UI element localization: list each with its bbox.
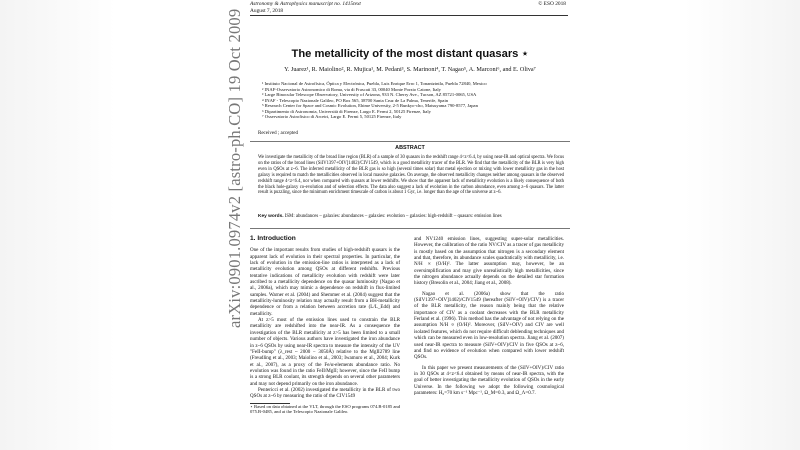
abstract-divider-bottom (250, 228, 570, 229)
paragraph: and NV1240 emission lines, suggesting super-solar metallicities. However, the calibration of the ratio NV/CIV as a tracer of gas metallicity is mostly based on the assumption that nitrogen is a secondary element and that, therefore, its abundance scales quadratically with metallicity, i.e. N/H ∝ (O/H)². The latter assumption may, however, be an oversimplification and may give unrealistically high metallicities, since the nitrogen abundance actually depends on the detailed star formation history (Bresolin et al., 2004; Jiang et al., 2008). (414, 236, 564, 287)
received-line: Received ; accepted (258, 131, 298, 136)
affiliation: ⁶ Dipartimento di Astronomia, Università di Firenze, Largo E. Fermi 2, 50125 Firenze, Italy (262, 108, 431, 114)
keywords-label: Key words. (258, 214, 284, 219)
affiliation: ² INAF-Osservatorio Astronomico di Roma, via di Frascati 33, 00040 Monte Porzio Catone, Italy (262, 86, 441, 92)
left-column (250, 236, 400, 415)
paragraph: In this paper we present measurements of the (SiIV+OIV)/CIV ratio in 30 QSOs at 4<z<6.4 obtained by means of near-IR spectra, with the goal of better investigating the metallicity evolution of QSOs in the early Universe. In the following we adopt the following cosmological parameters: H₀=70 km s⁻¹ Mpc⁻¹, Ω_M=0.3, and Ω_Λ=0.7. (414, 364, 564, 396)
arxiv-stamp: arXiv:0901.0974v2 [astro-ph.CO] 19 Oct 2009 (225, 8, 244, 328)
abstract-divider-top (250, 141, 570, 142)
abstract-heading: ABSTRACT (395, 145, 425, 151)
left-gutter (0, 0, 165, 450)
header-divider (250, 15, 568, 16)
copyright-notice: © ESO 2018 (538, 1, 566, 7)
affiliation-list (262, 81, 487, 120)
paragraph: One of the important results from studies of high-redshift quasars is the apparent lack of evolution in their spectral properties. In particular, the lack of evolution in the emission-line ratios is interpreted as a lack of metallicity evolution among QSOs at different redshifts. Previous tentative indications of metallicity evolution with redshift were later ascribed to a metallicity dependence on the quasar luminosity (Nagao et al., 2006a), which may mimic a dependence on redshift in flux-limited samples. Warner et al. (2004) and Shemmer et al. (2004) suggest that the metallicity-luminosity relation may actually result from a BH-metallicity dependence or from a relation between accretion rate (L/L_Edd) and metallicity. (250, 247, 400, 317)
affiliation: ¹ Instituto Nacional de Astrofísica, Óptica y Electrónica, Puebla, Luis Enrique Erro 1, Tonantzintla, Puebla 72840, Mexico (262, 81, 487, 86)
section-heading: 1. Introduction (250, 235, 296, 242)
author-list: Y. Juarez¹, R. Maiolino², R. Mujica¹, M. Pedani³, S. Marinoni⁴, T. Nagao⁵, A. Marconi⁶, and E. Oliva⁷ (284, 66, 536, 73)
header-date: August 7, 2018 (250, 8, 284, 14)
right-column (414, 236, 564, 396)
paragraph: At z>5 most of the emission lines used to constrain the BLR metallicity are redshifted into the near-IR. As a consequence the investigation of the BLR metallicity at z>5 has been limited to a small number of objects. Various authors have investigated the iron abundance in z~6 QSOs by using near-IR spectra to measure the intensity of the UV "FeII-bump" (λ_rest ~ 2000 − 3050Å) relative to the MgII2789 line (Freudling et al., 2003; Maiolino et al., 2003; Iwamuro et al., 2004; Kurk et al., 2007), as a proxy of the Fe/α-elements abundance ratio. No evolution was found in the ratio FeII/MgII; however, since the FeII bump is a strong BLR coolant, its strength depends on several other parameters and may not depend primarily on the iron abundance. (250, 317, 400, 387)
affiliation: ⁵ Research Center for Space and Cosmic Evolution, Ehime University, 2-5 Bunkyo-cho, Matsuyama 790-8577, Japan (262, 103, 478, 108)
journal-header: Astronomy & Astrophysics manuscript no. 1415text (250, 1, 361, 7)
paragraph: Pentericci et al. (2002) investigated the metallicity in the BLR of two QSOs at z~6 by measuring the ratio of the CIV1549 (250, 386, 400, 400)
affiliation: ⁷ Osservatorio Astrofisico di Arcetri, Largo E. Fermi 5, 50125 Firenze, Italy (262, 114, 402, 119)
affiliation: ⁴ INAF - Telescopio Nazionale Galileo, PO Box 565, 38700 Santa Cruz de La Palma, Tenerife, Spain (262, 97, 449, 103)
keywords-text: ISM: abundances – galaxies: abundances – galaxies: evolution – galaxies: high-redshift – quasars: emission lines (284, 214, 502, 219)
footnote: ⋆ Based on data obtained at the VLT, through the ESO programs 074.B-0185 and 075.B-0485, and at the Telescopio Nazionale Galileo. (250, 403, 400, 415)
abstract-text: We investigate the metallicity of the broad line region (BLR) of a sample of 30 quasars in the redshift range 4<z<6.4, by using near-IR and optical spectra. We focus on the ratios of the broad lines (SiIV1397+OIV]1402)/CIV1549, which is a good metallicity tracer of the BLR. We find that the metallicity of the BLR is very high even in QSOs at z~6. The inferred metallicity of the BLR gas is so high (several times solar) that metal ejection or mixing with lower metallicity gas in the host galaxy is required to match the metallicities observed in local massive galaxies. On average, the observed metallicity changes neither among quasars in the observed redshift range 4<z<6.4, nor when compared with quasars at lower redshifts. We show that the apparent lack of metallicity evolution is a likely consequence of both the black hole-galaxy co-evolution and of selection effects. The data also suggest a lack of evolution in the carbon abundance, even among z~6 quasars. The latter result is puzzling, since the minimum enrichment timescale of carbon is about 1 Gyr, i.e. longer than the age of the universe at z~6. (258, 155, 564, 196)
paper-title: The metallicity of the most distant quasars ⋆ (291, 48, 529, 60)
affiliation: ³ Large Binocular Telescope Observatory, University of Arizona, 933 N. Cherry Ave., Tucson, AZ 85721-0065, USA (262, 92, 477, 97)
paper-page (250, 0, 570, 450)
right-gutter (635, 0, 800, 450)
paragraph: Nagao et al. (2006a) show that the ratio (SiIV1397+OIV]1402)/CIV1549 (hereafter (SiIV+OIV)/CIV) is a tracer of the BLR metallicity, the reason mainly being that the relative importance of CIV as a coolant decreases with the BLR metallicity Ferland et al. (1996). This method has the advantage of not relying on the assumption N/H ∝ (O/H)². Moreover, (SiIV+OIV) and CIV are well isolated features, which do not require difficult deblending techniques and which can be measured even in low-resolution spectra. Jiang et al. (2007) used near-IR spectra to measure (SiIV+OIV)/CIV in five QSOs at z~6, and find no evidence of evolution when compared with lower redshift QSOs. (414, 290, 564, 361)
keywords (258, 214, 564, 219)
